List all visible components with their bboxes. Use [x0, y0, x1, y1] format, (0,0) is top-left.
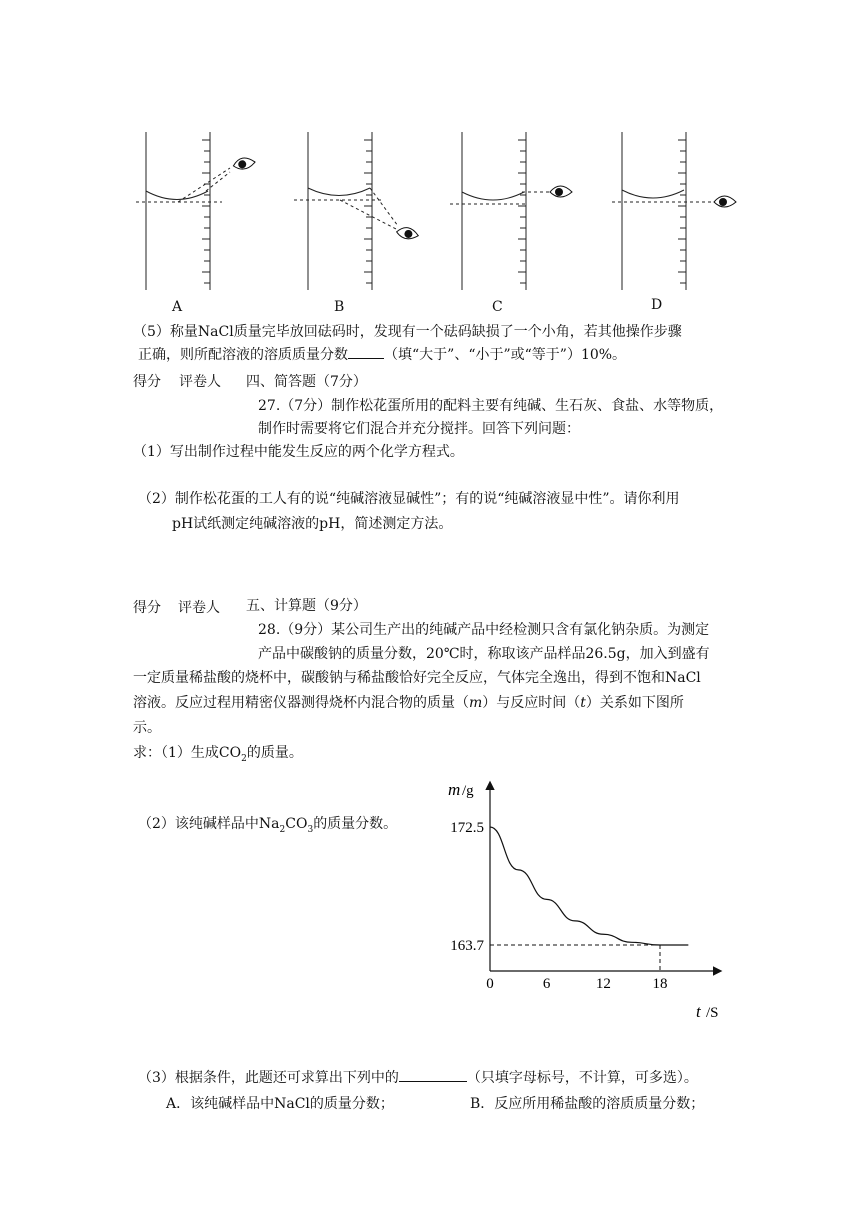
mass-time-chart — [430, 775, 750, 1025]
section4-reviewer: 评卷人 — [179, 374, 221, 390]
label-c: C — [492, 299, 503, 315]
x-axis-var: t — [696, 1002, 701, 1021]
q28-line2: 产品中碳酸钠的质量分数，20℃时，称取该产品样品26.5g，加入到盛有 — [258, 646, 710, 662]
q27-sub1: （1）写出制作过程中能发生反应的两个化学方程式。 — [133, 444, 464, 460]
q5-line1: （5）称量NaCl质量完毕放回砝码时，发现有一个砝码缺损了一个小角，若其他操作步骤 — [133, 324, 682, 340]
label-d: D — [651, 297, 663, 313]
section4-score: 得分 — [133, 374, 161, 390]
y-tick-label: 172.5 — [450, 820, 484, 836]
x-tick-label: 6 — [542, 976, 551, 992]
q27-sub2-line2: pH试纸测定纯碱溶液的pH，简述测定方法。 — [172, 516, 453, 532]
x-tick-label: 12 — [595, 976, 611, 992]
cylinder-diagrams — [130, 128, 750, 318]
diagram-d — [612, 132, 736, 290]
q5-answer-blank[interactable] — [348, 344, 384, 359]
option-b: B．反应所用稀盐酸的溶质质量分数； — [470, 1096, 705, 1112]
q27-line1: 27.（7分）制作松花蛋所用的配料主要有纯碱、生石灰、食盐、水等物质， — [258, 398, 724, 414]
q28-line3: 一定质量稀盐酸的烧杯中，碳酸钠与稀盐酸恰好完全反应，气体完全逸出，得到不饱和NaCl — [133, 670, 701, 686]
section5-score: 得分 — [133, 600, 161, 616]
q28-ask3-blank[interactable] — [399, 1067, 467, 1082]
y-tick-label: 163.7 — [450, 938, 484, 954]
x-tick-label: 18 — [652, 976, 668, 992]
option-a: A．该纯碱样品中NaCl的质量分数； — [166, 1096, 394, 1112]
diagram-b — [294, 132, 419, 290]
q5-line2: 正确，则所配溶液的溶质质量分数 （填“大于”、“小于”或“等于”）10%。 — [138, 344, 626, 364]
q28-line5: 示。 — [133, 720, 161, 736]
diagram-a — [136, 132, 256, 290]
section4-title: 四、简答题（7分） — [246, 374, 367, 390]
label-b: B — [334, 299, 345, 315]
q27-line2: 制作时需要将它们混合并充分搅拌。回答下列问题： — [258, 421, 580, 437]
y-axis-var: m — [448, 780, 461, 799]
q28-line4: 溶液。反应过程用精密仪器测得烧杯内混合物的质量（m）与反应时间（t）关系如下图所 — [133, 695, 684, 711]
x-axis-unit: /S — [706, 1005, 719, 1021]
q28-ask3: （3）根据条件，此题还可求算出下列中的 （只填字母标号，不计算，可多选）。 — [138, 1067, 698, 1087]
q28-line1: 28.（9分）某公司生产出的纯碱产品中经检测只含有氯化钠杂质。为测定 — [258, 622, 710, 638]
q28-ask2: （2）该纯碱样品中$Na_2CO_3$的质量分数。 — [138, 816, 398, 835]
x-tick-label: 0 — [486, 976, 494, 992]
diagram-c — [450, 132, 572, 290]
label-a: A — [172, 299, 183, 315]
section5-title: 五、计算题（9分） — [246, 598, 367, 614]
mass-curve — [490, 827, 688, 945]
section5-reviewer: 评卷人 — [178, 600, 220, 616]
q27-sub2-line1: （2）制作松花蛋的工人有的说“纯碱溶液显碱性”；有的说“纯碱溶液显中性”。请你利用 — [138, 491, 680, 507]
y-axis-unit: /g — [462, 783, 474, 799]
q28-ask1: 求：（1）生成$CO_2$的质量。 — [133, 745, 303, 764]
